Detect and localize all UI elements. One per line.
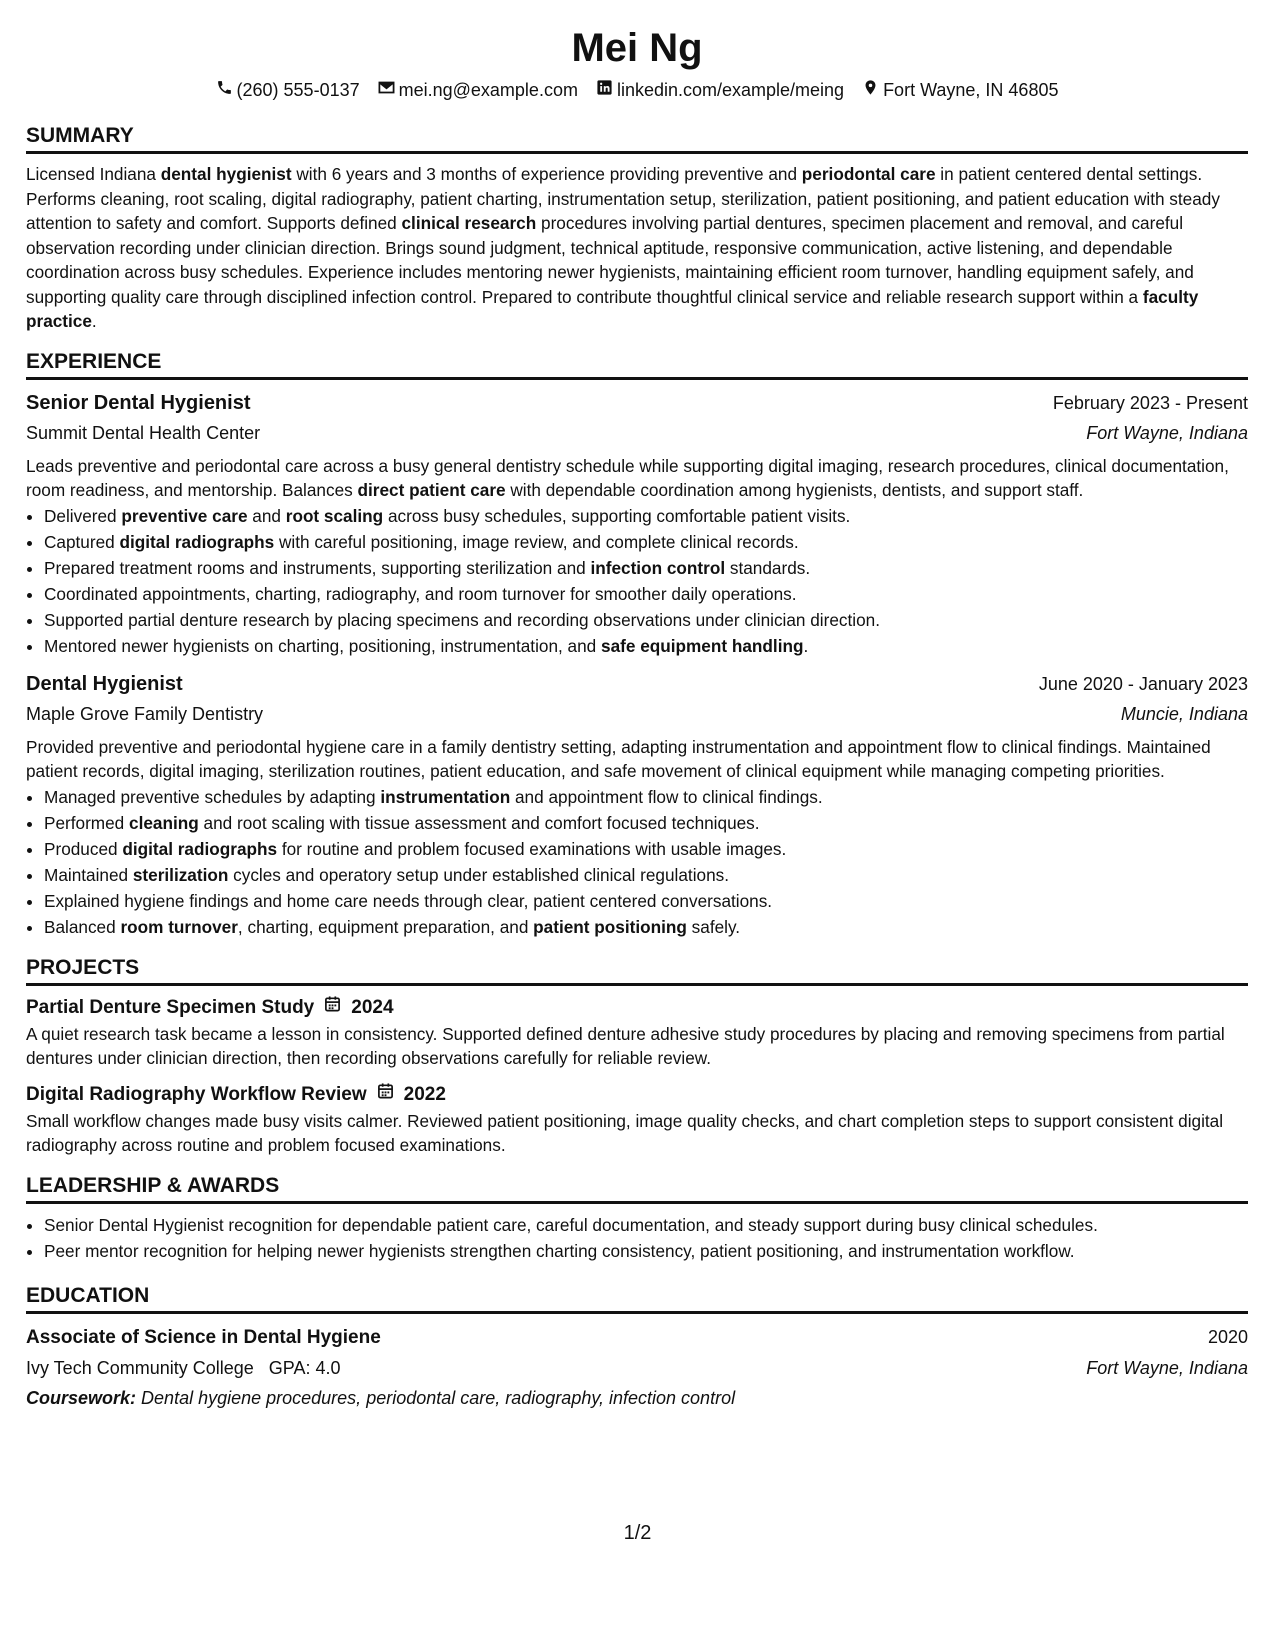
bold-keyword: root scaling — [285, 505, 384, 526]
text-segment: Produced — [44, 838, 123, 859]
bold-keyword: patient positioning — [533, 916, 687, 937]
job-title: Senior Dental Hygienist — [26, 391, 251, 414]
job-dates: February 2023 - Present — [1052, 392, 1248, 413]
projects-section — [26, 954, 1248, 1158]
summary-section — [26, 122, 1248, 334]
job-bullets — [26, 503, 1248, 659]
bold-keyword: direct patient care — [357, 480, 506, 500]
project-name: Digital Radiography Workflow Review — [26, 1083, 367, 1105]
phone-icon — [216, 78, 233, 102]
contact-phone — [216, 78, 360, 102]
bold-keyword: infection control — [590, 557, 726, 578]
bold-keyword: room turnover — [120, 916, 238, 937]
job-company: Maple Grove Family Dentistry — [26, 703, 264, 724]
leadership-item: • Senior Dental Hygienist recognition for dependable patient care, careful documentation, and steady support during busy clinical schedules. — [44, 1212, 1248, 1238]
bold-keyword: safe equipment handling — [601, 635, 804, 656]
summary-text — [26, 162, 1248, 334]
resume-page — [26, 0, 1248, 1413]
bold-keyword: preventive care — [121, 505, 248, 526]
section-title-leadership: LEADERSHIP & AWARDS — [26, 1172, 1248, 1204]
text-segment: , charting, equipment preparation, and — [237, 916, 534, 937]
job-subheader — [26, 699, 1248, 729]
text-segment: Managed preventive schedules by adapting — [44, 786, 381, 807]
text-segment: Delivered — [44, 505, 122, 526]
text-segment: Coordinated appointments, charting, radiography, and room turnover for smoother daily operations. — [44, 583, 797, 604]
project-description: A quiet research task became a lesson in consistency. Supported defined denture adhesive study procedures by placing and removing specimens from partial dentures under clinician direction, then recording observations carefully for reliable review. — [26, 1023, 1225, 1068]
text-segment: and — [247, 505, 286, 526]
text-segment: safely. — [686, 916, 741, 937]
job-description — [26, 735, 1248, 784]
bullet-item — [44, 503, 1248, 529]
graduation-year: 2020 — [1207, 1326, 1248, 1347]
leadership-list — [26, 1212, 1248, 1264]
bold-keyword: cleaning — [129, 812, 199, 833]
section-title-experience: EXPERIENCE — [26, 348, 1248, 380]
text-segment: Maintained — [44, 864, 133, 885]
section-title-education: EDUCATION — [26, 1282, 1248, 1314]
text-segment: with careful positioning, image review, and complete clinical records. — [274, 531, 799, 552]
leadership-section — [26, 1172, 1248, 1264]
location-text: Fort Wayne, IN 46805 — [883, 80, 1059, 100]
text-segment: in patient centered dental settings. Performs cleaning, root scaling, digital radiography, patient charting, instrumentation setup, sterilization, patient positioning, and patient education with steady attention to safety and comfort. Supports defined — [26, 164, 1220, 233]
bold-keyword: faculty practice — [26, 286, 1199, 331]
project-header — [26, 994, 1248, 1022]
bullet-item — [44, 529, 1248, 555]
text-segment: Explained hygiene findings and home care needs through clear, patient centered conversations. — [44, 890, 773, 911]
location-icon — [862, 78, 879, 102]
bullet-item — [44, 581, 1248, 607]
text-segment: Performed — [44, 812, 130, 833]
page-number: 1/2 — [623, 1522, 652, 1544]
contact-bar — [26, 78, 1248, 102]
text-segment: Leads preventive and periodontal care across a busy general dentistry schedule while supporting digital imaging, research procedures, clinical documentation, room readiness, and mentorship. Balances — [26, 455, 1229, 500]
text-segment: across busy schedules, supporting comfortable patient visits. — [383, 505, 851, 526]
bullet-item — [44, 810, 1248, 836]
contact-email[interactable] — [378, 78, 578, 102]
job-description — [26, 454, 1248, 503]
text-segment: . — [91, 311, 97, 331]
linkedin-text[interactable]: linkedin.com/example/meing — [616, 80, 845, 100]
school-line — [26, 1353, 340, 1383]
gpa: GPA: 4.0 — [268, 1357, 341, 1378]
education-subheader — [26, 1353, 1248, 1383]
text-segment: Captured — [44, 531, 120, 552]
bold-keyword: periodontal care — [801, 164, 936, 184]
job-dates: June 2020 - January 2023 — [1038, 673, 1248, 694]
text-segment: Provided preventive and periodontal hygiene care in a family dentistry setting, adapting instrumentation and appointment flow to clinical findings. Maintained patient records, digital imaging, sterilization routines, patient education, and safe movement of clinical equipment while managing competing priorities. — [26, 736, 1211, 781]
coursework-text: Dental hygiene procedures, periodontal care, radiography, infection control — [141, 1387, 736, 1408]
text-segment: procedures involving partial dentures, specimen placement and removal, and careful observation recording under clinician direction. Brings sound judgment, technical aptitude, responsive communication, active listening, and dependable coordination across busy schedules. Experience includes mentoring newer hygienists, maintaining efficient room turnover, handling equipment safely, and supporting quality care through disciplined infection control. Prepared to contribute thoughtful clinical service and reliable research support within a — [26, 213, 1194, 307]
phone-text: (260) 555-0137 — [236, 80, 360, 100]
bullet-item — [44, 784, 1248, 810]
job-entry — [26, 669, 1248, 940]
section-title-projects: PROJECTS — [26, 954, 1248, 986]
job-header — [26, 388, 1248, 418]
text-segment: with 6 years and 3 months of experience providing preventive and — [291, 164, 802, 184]
project-description: Small workflow changes made busy visits calmer. Reviewed patient positioning, image quality checks, and chart completion steps to support consistent digital radiography across routine and problem focused examinations. — [26, 1110, 1224, 1155]
text-segment: for routine and problem focused examinations with usable images. — [277, 838, 787, 859]
job-header — [26, 669, 1248, 699]
project-name: Partial Denture Specimen Study — [26, 996, 315, 1018]
text-segment: Prepared treatment rooms and instruments, supporting sterilization and — [44, 557, 591, 578]
bold-keyword: sterilization — [132, 864, 229, 885]
text-segment: with dependable coordination among hygienists, dentists, and support staff. — [505, 480, 1084, 500]
experience-section — [26, 348, 1248, 940]
education-section — [26, 1282, 1248, 1413]
project-header — [26, 1081, 1248, 1109]
project-year: 2024 — [351, 996, 394, 1018]
email-text[interactable]: mei.ng@example.com — [398, 80, 578, 100]
degree-name: Associate of Science in Dental Hygiene — [26, 1326, 381, 1348]
school-name: Ivy Tech Community College — [26, 1357, 254, 1378]
education-header — [26, 1322, 1248, 1353]
text-segment: and appointment flow to clinical findings. — [510, 786, 823, 807]
bold-keyword: clinical research — [401, 213, 537, 233]
text-segment: Licensed Indiana — [26, 164, 161, 184]
text-segment: cycles and operatory setup under established clinical regulations. — [228, 864, 730, 885]
bold-keyword: dental hygienist — [160, 164, 292, 184]
text-segment: Balanced — [44, 916, 121, 937]
job-subheader — [26, 418, 1248, 448]
text-segment: and root scaling with tissue assessment and comfort focused techniques. — [198, 812, 760, 833]
job-company: Summit Dental Health Center — [26, 422, 261, 443]
coursework-label: Coursework: — [26, 1387, 137, 1408]
job-location: Fort Wayne, Indiana — [1086, 422, 1248, 443]
bullet-item — [44, 836, 1248, 862]
project-entry — [26, 1081, 1248, 1158]
section-title-summary: SUMMARY — [26, 122, 1248, 154]
text-segment: Supported partial denture research by placing specimens and recording observations under clinician direction. — [44, 609, 880, 630]
text-segment: Mentored newer hygienists on charting, positioning, instrumentation, and — [44, 635, 602, 656]
job-entry — [26, 388, 1248, 659]
bullet-item — [44, 862, 1248, 888]
leadership-item: • Peer mentor recognition for helping newer hygienists strengthen charting consistency, patient positioning, and instrumentation workflow. — [44, 1238, 1248, 1264]
candidate-name: Mei Ng — [571, 26, 703, 70]
bullet-item — [44, 555, 1248, 581]
bullet-item — [44, 914, 1248, 940]
linkedin-icon — [596, 78, 613, 102]
contact-linkedin[interactable] — [596, 78, 844, 102]
job-bullets — [26, 784, 1248, 940]
text-segment: standards. — [725, 557, 811, 578]
email-icon — [378, 78, 395, 102]
coursework — [26, 1383, 1248, 1413]
bullet-item — [44, 607, 1248, 633]
bold-keyword: digital radiographs — [122, 838, 278, 859]
job-title: Dental Hygienist — [26, 672, 183, 695]
bold-keyword: instrumentation — [380, 786, 511, 807]
bullet-item — [44, 888, 1248, 914]
project-entry — [26, 994, 1248, 1071]
calendar-icon — [324, 994, 341, 1022]
bold-keyword: digital radiographs — [119, 531, 275, 552]
project-year: 2022 — [403, 1083, 446, 1105]
bullet-item — [44, 633, 1248, 659]
job-location: Muncie, Indiana — [1120, 703, 1248, 724]
calendar-icon — [377, 1081, 394, 1109]
text-segment: . — [803, 635, 809, 656]
school-location: Fort Wayne, Indiana — [1086, 1357, 1248, 1378]
contact-location — [862, 78, 1058, 102]
